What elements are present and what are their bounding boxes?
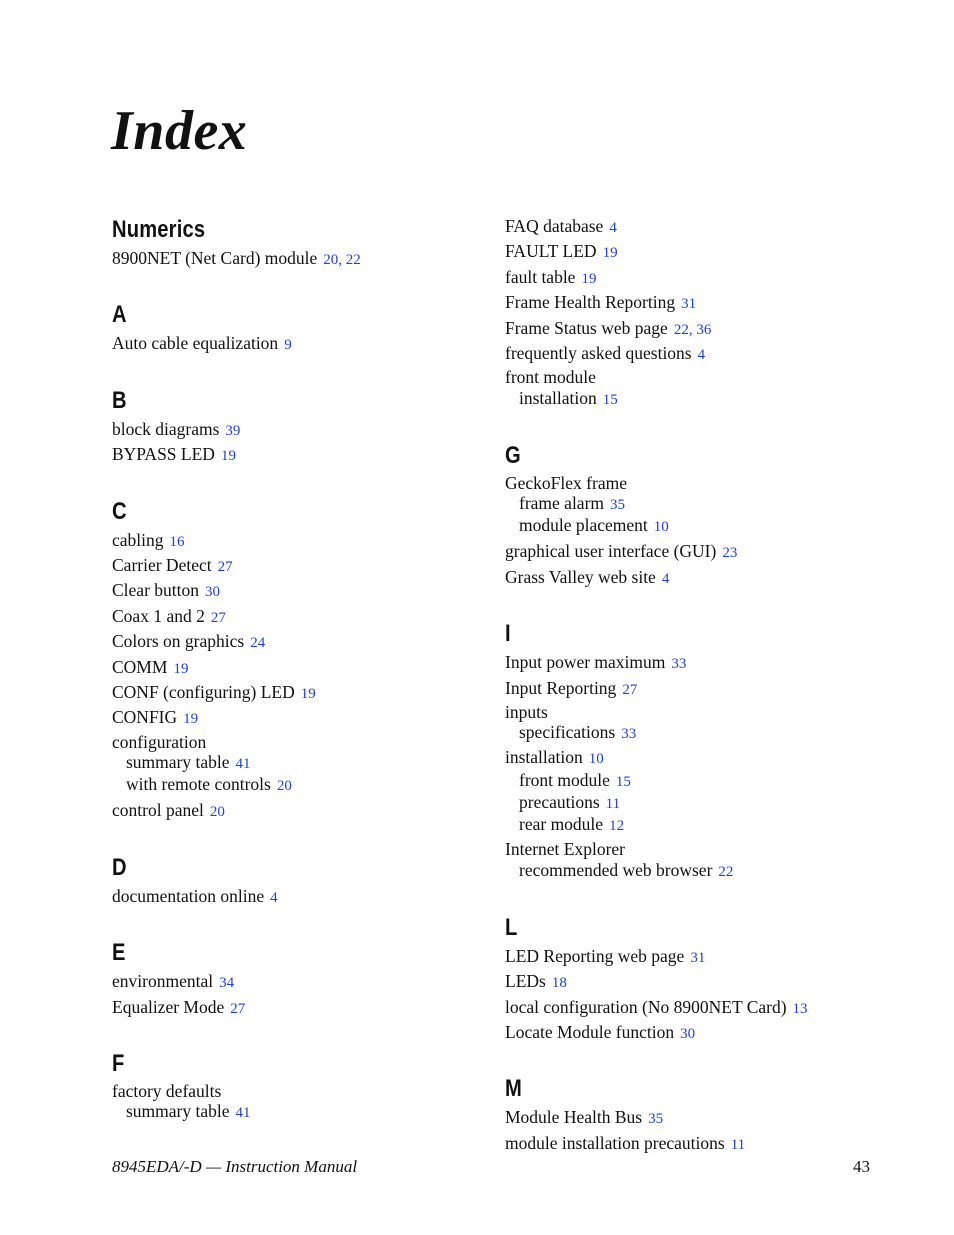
page-ref-link[interactable]: 13 xyxy=(792,1000,808,1017)
index-entry xyxy=(505,1132,885,1157)
page-ref-link[interactable]: 33 xyxy=(671,656,687,673)
page-ref-link[interactable]: 10 xyxy=(588,751,604,768)
footer-page-number: 43 xyxy=(853,1157,870,1176)
page-ref-link[interactable]: 31 xyxy=(690,949,706,966)
page-ref-link[interactable]: 22 xyxy=(673,321,689,338)
index-entries xyxy=(112,247,492,272)
index-subterm: front module xyxy=(519,769,610,790)
page-ref-link[interactable]: 4 xyxy=(609,220,617,236)
index-entry xyxy=(112,418,492,443)
index-entry xyxy=(112,630,492,655)
index-term: Input power maximum xyxy=(505,652,666,673)
section-heading: M xyxy=(505,1075,522,1103)
page-ref-link[interactable]: 33 xyxy=(621,726,637,743)
index-subentry xyxy=(112,774,492,796)
index-term: Internet Explorer xyxy=(505,839,626,860)
page-ref-link[interactable]: 31 xyxy=(681,296,697,313)
index-term: CONFIG xyxy=(112,707,178,728)
index-term: GeckoFlex frame xyxy=(505,472,627,493)
index-entry xyxy=(505,651,885,676)
index-entry xyxy=(505,317,885,342)
index-term: Carrier Detect xyxy=(112,555,212,576)
page-refs xyxy=(731,1137,745,1153)
index-entry xyxy=(112,605,492,630)
index-term: local configuration (No 8900NET Card) xyxy=(505,996,787,1017)
page-refs xyxy=(218,559,233,575)
section-heading: Numerics xyxy=(112,216,206,243)
index-term: Locate Module function xyxy=(505,1021,675,1042)
index-entries xyxy=(112,418,492,469)
page-ref-link[interactable]: 15 xyxy=(615,773,631,790)
index-entry xyxy=(505,839,885,859)
page-refs xyxy=(552,975,567,991)
index-entries xyxy=(112,1081,492,1126)
index-entry xyxy=(505,996,885,1021)
page-ref-link[interactable]: 24 xyxy=(250,635,266,652)
index-section xyxy=(505,215,885,413)
page-ref-link[interactable]: 4 xyxy=(661,570,670,587)
page-refs xyxy=(589,751,604,767)
page-ref-link[interactable]: 20 xyxy=(323,252,339,268)
index-entry xyxy=(112,732,492,752)
page-ref-link[interactable]: 11 xyxy=(730,1136,746,1153)
index-term: Frame Status web page xyxy=(505,317,668,338)
ref-separator: , xyxy=(338,252,346,268)
index-subentry xyxy=(505,770,885,792)
index-entry xyxy=(505,566,885,591)
index-subterm: summary table xyxy=(126,1101,230,1122)
page-ref-link[interactable]: 19 xyxy=(581,270,597,287)
index-subterm: module placement xyxy=(519,515,648,536)
index-term: configuration xyxy=(112,731,207,752)
index-entry xyxy=(112,529,492,554)
page-refs xyxy=(205,584,220,600)
index-subentry xyxy=(112,1101,492,1123)
index-term: Input Reporting xyxy=(505,677,617,698)
page-refs xyxy=(609,818,624,834)
page-refs xyxy=(662,571,670,587)
index-subentry xyxy=(505,515,885,537)
index-entries xyxy=(505,651,885,884)
index-entry xyxy=(112,996,492,1021)
index-subterm: summary table xyxy=(126,752,230,773)
index-section xyxy=(112,215,492,272)
index-subentry xyxy=(112,752,492,774)
index-entry xyxy=(112,332,492,357)
section-heading: G xyxy=(505,441,521,469)
page-refs xyxy=(230,1001,245,1017)
page-refs xyxy=(219,975,234,991)
page-ref-link[interactable]: 30 xyxy=(205,584,220,601)
index-term: block diagrams xyxy=(112,418,220,439)
index-term: installation xyxy=(505,747,583,768)
page-refs xyxy=(173,661,188,677)
index-term: fault table xyxy=(505,266,576,287)
page-ref-link[interactable]: 41 xyxy=(235,1105,251,1122)
page-ref-link[interactable]: 9 xyxy=(284,337,292,354)
page-ref-link[interactable]: 10 xyxy=(653,519,669,536)
page-refs xyxy=(622,682,637,698)
page-ref-link[interactable]: 22 xyxy=(718,863,734,880)
page-ref-link[interactable]: 41 xyxy=(235,756,251,773)
index-entry xyxy=(505,1106,885,1131)
index-subentry xyxy=(505,792,885,814)
page-ref-link[interactable]: 11 xyxy=(605,795,621,812)
index-entry xyxy=(505,240,885,265)
section-heading: A xyxy=(112,301,127,329)
index-entry xyxy=(112,247,492,272)
page-refs xyxy=(277,778,292,794)
page-refs xyxy=(609,220,617,236)
section-heading: I xyxy=(505,620,511,648)
index-entry xyxy=(112,656,492,681)
index-term: Grass Valley web site xyxy=(505,566,656,587)
page-ref-link[interactable]: 19 xyxy=(300,686,316,703)
index-term: Coax 1 and 2 xyxy=(112,605,205,626)
index-section xyxy=(112,300,492,357)
index-entries xyxy=(112,970,492,1021)
index-term: environmental xyxy=(112,971,214,992)
section-heading: B xyxy=(112,386,127,414)
index-term: Auto cable equalization xyxy=(112,333,279,354)
index-entry xyxy=(505,266,885,291)
index-term: FAULT LED xyxy=(505,241,597,262)
index-entries xyxy=(505,215,885,413)
page-refs xyxy=(301,686,316,702)
index-section xyxy=(505,1074,885,1157)
index-subentry xyxy=(505,722,885,744)
page-refs xyxy=(210,804,225,820)
page-ref-link[interactable]: 27 xyxy=(622,681,638,698)
page-ref-link[interactable]: 20 xyxy=(209,804,225,821)
index-subterm: frame alarm xyxy=(519,493,605,514)
page-ref-link[interactable]: 19 xyxy=(173,660,189,677)
page-ref-link[interactable]: 39 xyxy=(225,422,241,439)
index-entry xyxy=(112,970,492,995)
index-entry xyxy=(505,702,885,722)
page-ref-link[interactable]: 36 xyxy=(696,321,712,338)
index-section xyxy=(505,913,885,1047)
index-subterm: installation xyxy=(519,387,597,408)
page-refs xyxy=(250,635,265,651)
page-refs xyxy=(671,656,686,672)
page-refs xyxy=(674,322,712,338)
index-term: front module xyxy=(505,367,596,388)
index-term: COMM xyxy=(112,656,168,677)
index-entry xyxy=(112,554,492,579)
index-entry xyxy=(112,885,492,910)
index-term: BYPASS LED xyxy=(112,444,215,465)
index-term: LED Reporting web page xyxy=(505,945,685,966)
index-entry xyxy=(505,747,885,769)
section-heading: L xyxy=(505,913,518,941)
index-subterm: with remote controls xyxy=(126,774,271,795)
index-entry xyxy=(505,970,885,995)
index-term: Equalizer Mode xyxy=(112,996,225,1017)
index-column-left xyxy=(112,215,492,1127)
index-entry xyxy=(505,1021,885,1046)
index-entry xyxy=(112,706,492,731)
page-refs xyxy=(270,890,278,906)
page-ref-link[interactable]: 35 xyxy=(610,497,626,514)
index-section xyxy=(505,619,885,884)
page-refs xyxy=(170,534,185,550)
page-ref-link[interactable]: 27 xyxy=(230,1000,246,1017)
page-title: Index xyxy=(111,100,248,162)
index-entry xyxy=(505,342,885,367)
page-ref-link[interactable]: 23 xyxy=(722,545,738,562)
page-ref-link[interactable]: 20 xyxy=(276,778,292,795)
index-entries xyxy=(112,529,492,825)
index-entry xyxy=(505,473,885,493)
page-refs xyxy=(284,337,292,353)
page-ref-link[interactable]: 4 xyxy=(270,889,278,906)
index-subterm: rear module xyxy=(519,814,604,835)
index-entry xyxy=(505,215,885,240)
index-term: documentation online xyxy=(112,885,265,906)
section-heading: C xyxy=(112,497,127,525)
page-ref-link[interactable]: 19 xyxy=(183,711,199,728)
section-heading: D xyxy=(112,853,127,881)
page-refs xyxy=(680,1026,695,1042)
page-ref-link[interactable]: 34 xyxy=(219,975,235,992)
page-ref-link[interactable]: 16 xyxy=(169,533,185,550)
index-subterm: recommended web browser xyxy=(519,859,713,880)
page-refs xyxy=(621,726,636,742)
page-refs xyxy=(718,864,733,880)
index-subentry xyxy=(505,388,885,410)
index-term: control panel xyxy=(112,800,204,821)
index-term: Module Health Bus xyxy=(505,1107,643,1128)
index-section xyxy=(112,497,492,825)
page-refs xyxy=(793,1001,808,1017)
index-term: Clear button xyxy=(112,580,199,601)
section-heading: E xyxy=(112,939,126,967)
page-ref-link[interactable]: 27 xyxy=(210,609,226,626)
index-term: LEDs xyxy=(505,971,546,992)
index-section xyxy=(112,1049,492,1126)
index-entries xyxy=(505,1106,885,1157)
index-entries xyxy=(112,332,492,357)
index-subentry xyxy=(505,860,885,882)
page-refs xyxy=(236,756,251,772)
page-ref-link[interactable]: 18 xyxy=(551,975,567,992)
index-term: Colors on graphics xyxy=(112,631,245,652)
index-term: frequently asked questions xyxy=(505,343,692,364)
index-section xyxy=(112,386,492,469)
index-entry xyxy=(112,681,492,706)
index-column-right xyxy=(505,215,885,1157)
index-entry xyxy=(112,579,492,604)
page-refs xyxy=(698,347,706,363)
index-entries xyxy=(505,945,885,1047)
index-term: cabling xyxy=(112,529,164,550)
index-subterm: precautions xyxy=(519,791,600,812)
footer-manual-title: 8945EDA/-D — Instruction Manual xyxy=(112,1157,358,1176)
page-ref-link[interactable]: 15 xyxy=(602,391,618,408)
index-term: 8900NET (Net Card) module xyxy=(112,248,318,268)
index-entry xyxy=(505,945,885,970)
index-term: Frame Health Reporting xyxy=(505,292,676,313)
index-term: CONF (configuring) LED xyxy=(112,682,295,703)
page-refs xyxy=(648,1111,663,1127)
page-ref-link[interactable]: 30 xyxy=(680,1025,696,1042)
index-entries xyxy=(505,473,885,591)
index-entry xyxy=(112,1081,492,1101)
index-subterm: specifications xyxy=(519,722,616,743)
page-ref-link[interactable]: 4 xyxy=(697,347,706,364)
page-refs xyxy=(606,796,620,812)
index-section xyxy=(505,441,885,591)
index-entry xyxy=(505,677,885,702)
index-entry xyxy=(505,367,885,387)
page-refs xyxy=(603,245,618,261)
page-refs xyxy=(581,271,596,287)
index-section xyxy=(112,938,492,1021)
page-ref-link[interactable]: 19 xyxy=(602,245,618,262)
page-refs xyxy=(681,296,696,312)
index-subentry xyxy=(505,814,885,836)
index-entry xyxy=(112,799,492,824)
page-refs xyxy=(225,423,240,439)
index-term: inputs xyxy=(505,702,548,723)
page-refs xyxy=(183,711,198,727)
page-ref-link[interactable]: 35 xyxy=(648,1111,664,1128)
page-refs xyxy=(690,950,705,966)
index-term: module installation precautions xyxy=(505,1132,725,1153)
page-refs xyxy=(236,1105,251,1121)
index-entry xyxy=(112,443,492,468)
index-section xyxy=(112,853,492,910)
page-ref-link[interactable]: 22 xyxy=(345,252,361,268)
page-refs xyxy=(722,545,737,561)
page-refs xyxy=(610,497,625,513)
page-refs xyxy=(654,519,669,535)
ref-separator: , xyxy=(688,321,697,338)
page-refs xyxy=(221,448,236,464)
page-refs xyxy=(323,252,361,268)
section-heading: F xyxy=(112,1050,125,1078)
page-refs xyxy=(211,610,226,626)
page-ref-link[interactable]: 12 xyxy=(609,818,625,835)
index-term: factory defaults xyxy=(112,1081,222,1102)
index-entry xyxy=(505,291,885,316)
page-ref-link[interactable]: 19 xyxy=(220,448,236,465)
index-entry xyxy=(505,540,885,565)
page-refs xyxy=(603,392,618,408)
index-term: graphical user interface (GUI) xyxy=(505,541,717,562)
index-term: FAQ database xyxy=(505,216,604,236)
index-entries xyxy=(112,885,492,910)
index-subentry xyxy=(505,493,885,515)
page-ref-link[interactable]: 27 xyxy=(217,559,233,576)
page-refs xyxy=(616,774,631,790)
